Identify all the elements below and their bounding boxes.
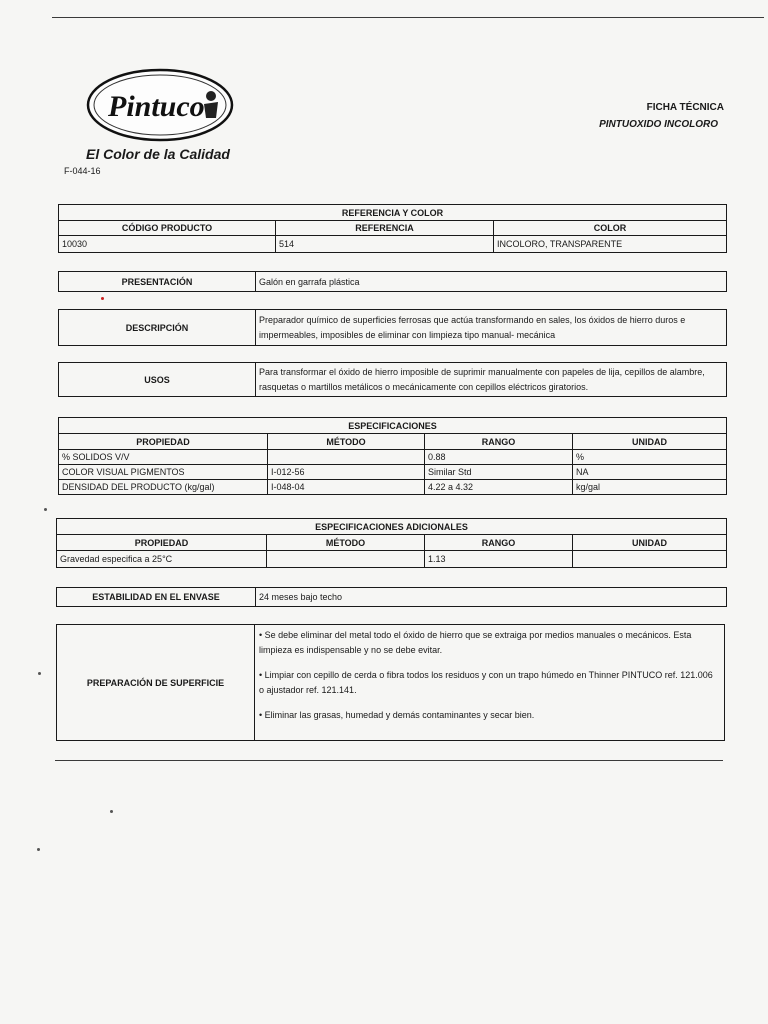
estabilidad-value: 24 meses bajo techo <box>256 588 727 607</box>
table-cell <box>267 551 425 568</box>
table-cell: % SOLIDOS V/V <box>59 450 268 465</box>
preparacion-item: • Limpiar con cepillo de cerda o fibra todos los residuos y con un trapo húmedo en Thinner PINTUCO ref. 121.006 o ajustador ref. 121.141. <box>259 670 713 695</box>
unidad-header: UNIDAD <box>573 535 727 551</box>
preparacion-table <box>56 624 725 741</box>
table-cell: % <box>573 450 727 465</box>
presentacion-label: PRESENTACIÓN <box>59 272 256 292</box>
preparacion-item: • Se debe eliminar del metal todo el óxido de hierro que se extraiga por medios manuales o mecánicos. Esta limpieza es indispensable y no se debe evitar. <box>259 630 692 655</box>
codigo-value: 10030 <box>59 236 276 253</box>
rango-header: RANGO <box>425 434 573 450</box>
table-cell: 4.22 a 4.32 <box>425 480 573 495</box>
metodo-header: MÉTODO <box>268 434 425 450</box>
preparacion-label: PREPARACIÓN DE SUPERFICIE <box>57 625 255 741</box>
table-cell: Gravedad especifica a 25°C <box>57 551 267 568</box>
color-value: INCOLORO, TRANSPARENTE <box>494 236 727 253</box>
table-cell: NA <box>573 465 727 480</box>
table-cell <box>573 551 727 568</box>
col-codigo-header: CÓDIGO PRODUCTO <box>59 221 276 236</box>
descripcion-label: DESCRIPCIÓN <box>59 310 256 346</box>
scan-speck <box>38 672 41 675</box>
pintuco-logo <box>86 66 234 144</box>
estabilidad-label: ESTABILIDAD EN EL ENVASE <box>57 588 256 607</box>
table-cell: kg/gal <box>573 480 727 495</box>
table-cell <box>268 450 425 465</box>
preparacion-item: • Eliminar las grasas, humedad y demás contaminantes y secar bien. <box>259 710 535 720</box>
scan-speck <box>44 508 47 511</box>
referencia-title: REFERENCIA Y COLOR <box>59 205 727 221</box>
table-cell: 0.88 <box>425 450 573 465</box>
descripcion-value: Preparador químico de superficies ferrosas que actúa transformando en sales, los óxidos de hierro duros e impermeables, imposibles de eliminar con limpieza tipo manual- mecánica <box>256 310 727 346</box>
presentacion-value: Galón en garrafa plástica <box>256 272 727 292</box>
table-cell: I-048-04 <box>268 480 425 495</box>
usos-label: USOS <box>59 363 256 397</box>
metodo-header: MÉTODO <box>267 535 425 551</box>
bottom-rule <box>55 760 723 761</box>
usos-value: Para transformar el óxido de hierro imposible de suprimir manualmente con papeles de lija, cepillos de alambre, rasquetas o martillos metálicos o mecánicamente con cepillos eléctricos giratorios. <box>256 363 727 397</box>
propiedad-header: PROPIEDAD <box>57 535 267 551</box>
scan-speck <box>101 297 104 300</box>
product-name: PINTUOXIDO INCOLORO <box>599 119 718 130</box>
top-rule <box>52 17 764 18</box>
table-cell: DENSIDAD DEL PRODUCTO (kg/gal) <box>59 480 268 495</box>
estabilidad-table <box>56 587 727 607</box>
document-code: F-044-16 <box>64 166 101 176</box>
rango-header: RANGO <box>425 535 573 551</box>
referencia-table <box>58 204 727 253</box>
presentacion-table <box>58 271 727 292</box>
unidad-header: UNIDAD <box>573 434 727 450</box>
especificaciones-adicionales-title: ESPECIFICACIONES ADICIONALES <box>57 519 727 535</box>
usos-table <box>58 362 727 397</box>
especificaciones-adicionales-table <box>56 518 727 568</box>
propiedad-header: PROPIEDAD <box>59 434 268 450</box>
table-cell: I-012-56 <box>268 465 425 480</box>
referencia-value: 514 <box>276 236 494 253</box>
document-type: FICHA TÉCNICA <box>646 102 724 113</box>
col-referencia-header: REFERENCIA <box>276 221 494 236</box>
especificaciones-table <box>58 417 727 495</box>
svg-text:Pintuco: Pintuco <box>108 90 205 123</box>
table-cell: 1.13 <box>425 551 573 568</box>
scan-speck <box>110 810 113 813</box>
table-cell: COLOR VISUAL PIGMENTOS <box>59 465 268 480</box>
scan-speck <box>37 848 40 851</box>
descripcion-table <box>58 309 727 346</box>
col-color-header: COLOR <box>494 221 727 236</box>
pintuco-logo-icon <box>86 66 234 144</box>
especificaciones-title: ESPECIFICACIONES <box>59 418 727 434</box>
tagline: El Color de la Calidad <box>86 146 230 162</box>
table-cell: Similar Std <box>425 465 573 480</box>
preparacion-list <box>255 625 725 741</box>
